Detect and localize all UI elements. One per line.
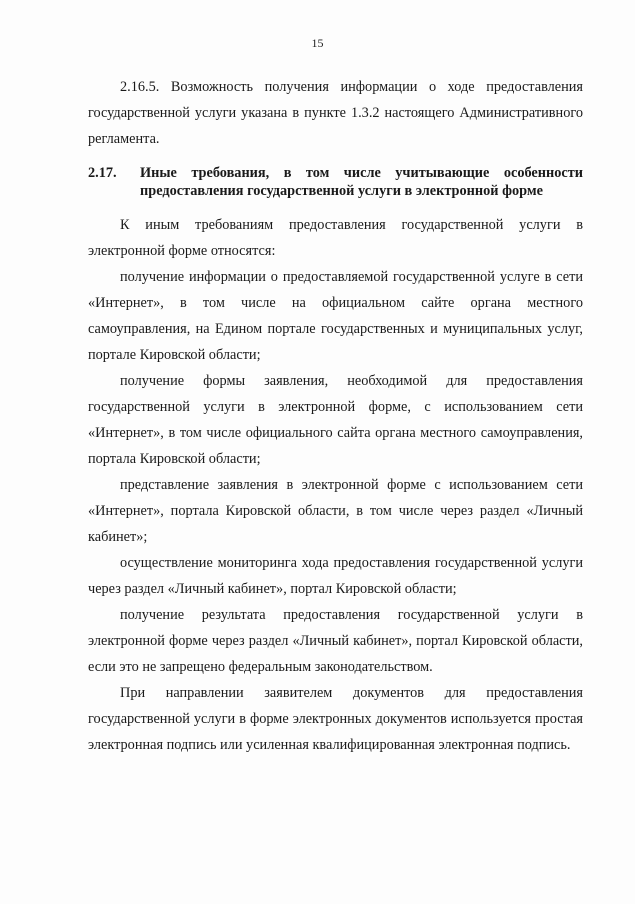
page-number: 15: [311, 36, 324, 50]
section-title: Иные требования, в том числе учитывающие особенности предоставления государственной услуги в электронной форме: [140, 165, 583, 199]
requirement-item: получение результата предоставления государственной услуги в электронной форме через раздел «Личный кабинет», портал Кировской области, если это не запрещено федеральным законодательством.: [88, 607, 583, 675]
section-number: 2.17.: [88, 165, 117, 181]
requirement-item: получение формы заявления, необходимой для предоставления государственной услуги в электронной форме, с использованием сети «Интернет», в том числе официального сайта органа местного самоуправления, портала Кировской области;: [88, 373, 583, 467]
requirement-item: получение информации о предоставляемой государственной услуге в сети «Интернет», в том числе на официальном сайте органа местного самоуправления, на Едином портале государственных и муниципальных услуг, портале Кировской области;: [88, 269, 583, 363]
requirement-item: осуществление мониторинга хода предоставления государственной услуги через раздел «Личный кабинет», портал Кировской области;: [88, 555, 583, 597]
intro-paragraph: К иным требованиям предоставления государственной услуги в электронной форме относятся:: [88, 217, 583, 259]
requirement-item: представление заявления в электронной форме с использованием сети «Интернет», портала Кировской области, в том числе через раздел «Личный кабинет»;: [88, 477, 583, 545]
section-heading-2-17: [88, 164, 583, 200]
closing-paragraph: При направлении заявителем документов для предоставления государственной услуги в форме электронных документов используется простая электронная подпись или усиленная квалифицированная электронная подпись.: [88, 685, 583, 753]
page-content: [88, 74, 583, 758]
paragraph-2-16-5: 2.16.5. Возможность получения информации о ходе предоставления государственной услуги указана в пункте 1.3.2 настоящего Административного регламента.: [88, 79, 583, 147]
